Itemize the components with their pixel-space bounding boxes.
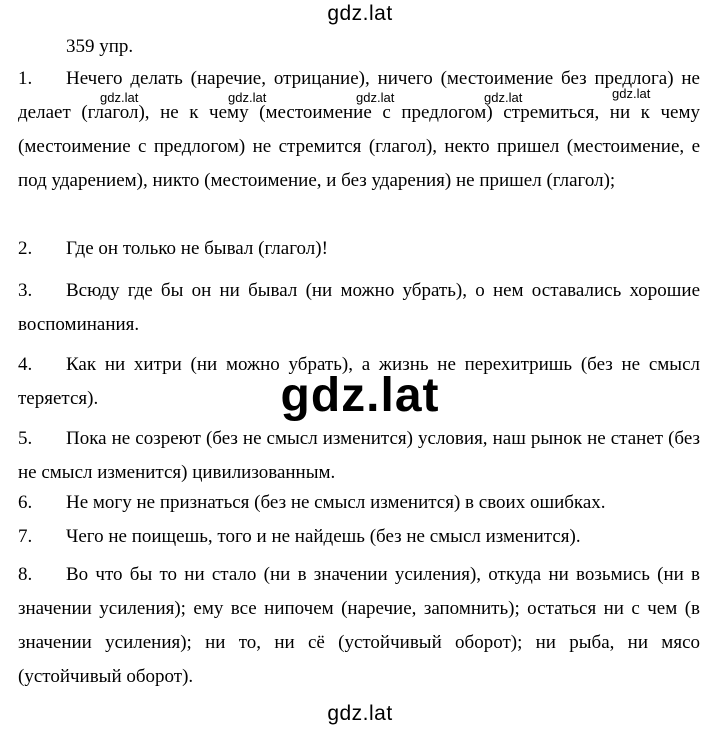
item-number: 5. bbox=[18, 428, 33, 449]
item-number: 6. bbox=[18, 492, 33, 513]
list-item bbox=[18, 520, 700, 554]
item-text: Во что бы то ни стало (ни в значении усиления), откуда ни возьмись (ни в значении усиления); ему все нипочем (наречие, запомнить); остаться ни с чем (в значении усиления); ни то, ни сё (устойчивый оборот); ни рыба, ни мясо (устойчивый оборот). bbox=[18, 564, 700, 687]
list-item bbox=[18, 274, 700, 342]
item-text: Чего не поищешь, того и не найдешь (без не смысл изменится). bbox=[66, 526, 581, 547]
list-item bbox=[18, 422, 700, 490]
watermark-center: gdz.lat bbox=[280, 369, 440, 422]
item-text: Нечего делать (наречие, отрицание), ничего (местоимение без предлога) не делает (глагол), не к чему (местоимение с предлогом) стремиться, ни к чему (местоимение с предлогом) не стремится (глагол), некто пришел (местоимение, е под ударением), никто (местоимение, и без ударения) не пришел (глагол); bbox=[18, 68, 700, 191]
watermark-small: gdz.lat bbox=[612, 86, 651, 101]
watermark-small: gdz.lat bbox=[228, 90, 267, 105]
watermark-small: gdz.lat bbox=[484, 90, 523, 105]
watermark-small: gdz.lat bbox=[100, 90, 139, 105]
item-number: 8. bbox=[18, 564, 33, 585]
item-number: 2. bbox=[18, 238, 33, 259]
watermark-top: gdz.lat bbox=[327, 2, 393, 25]
list-item bbox=[18, 62, 700, 198]
exercise-title: 359 упр. bbox=[66, 36, 134, 57]
item-text: Как ни хитри (ни можно убрать), а жизнь не перехитришь (без не смысл теряется). bbox=[18, 354, 700, 409]
list-item bbox=[18, 558, 700, 694]
list-item bbox=[18, 232, 700, 266]
item-text: Пока не созреют (без не смысл изменится) условия, наш рынок не станет (без не смысл изменится) цивилизованным. bbox=[18, 428, 700, 483]
item-text: Где он только не бывал (глагол)! bbox=[66, 238, 328, 259]
item-number: 4. bbox=[18, 354, 33, 375]
item-number: 1. bbox=[18, 68, 33, 89]
watermark-bottom: gdz.lat bbox=[327, 702, 393, 725]
item-text: Всюду где бы он ни бывал (ни можно убрать), о нем оставались хорошие воспоминания. bbox=[18, 280, 700, 335]
item-number: 3. bbox=[18, 280, 33, 301]
item-number: 7. bbox=[18, 526, 33, 547]
item-text: Не могу не признаться (без не смысл изменится) в своих ошибках. bbox=[66, 492, 606, 513]
watermark-small: gdz.lat bbox=[356, 90, 395, 105]
list-item bbox=[18, 486, 700, 520]
